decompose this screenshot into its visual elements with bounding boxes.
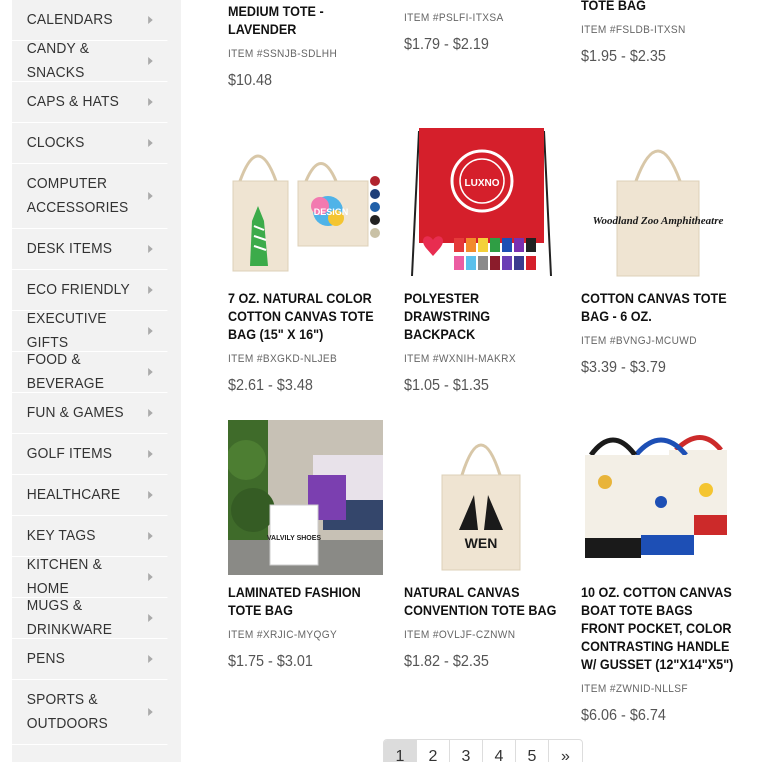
product-price: $10.48 (228, 72, 273, 89)
product-name[interactable]: NATURAL CANVAS CONVENTION TOTE BAG (404, 584, 557, 618)
product-sku: ITEM #FSLDB-ITXSN (581, 24, 686, 36)
product-name[interactable]: MEDIUM TOTE - LAVENDER (228, 3, 324, 37)
sidebar-item-label: KEY TAGS (26, 527, 96, 544)
svg-text:DESIGN: DESIGN (313, 207, 349, 217)
product-price: $2.61 - $3.48 (228, 377, 313, 394)
pagination (383, 739, 583, 762)
tote-bag-image (228, 126, 383, 281)
backpack-image (404, 126, 559, 281)
product-card[interactable] (404, 126, 564, 395)
product-price: $1.05 - $1.35 (404, 377, 489, 394)
product-sku: ITEM #BXGKD-NLJEB (228, 353, 338, 365)
product-name[interactable]: COTTON CANVAS TOTE BAG - 6 OZ. (581, 290, 727, 324)
sidebar-item-label: COMPUTER ACCESSORIES (26, 175, 129, 216)
product-image[interactable] (228, 126, 383, 281)
product-name[interactable]: 7 OZ. NATURAL COLOR COTTON CANVAS TOTE BAG (15" X 16") (228, 290, 374, 342)
product-name[interactable] (404, 0, 557, 2)
page-button-4[interactable]: 4 (483, 740, 516, 762)
sidebar-item-label: CLOCKS (26, 134, 85, 151)
product-card[interactable] (581, 0, 741, 66)
product-name[interactable]: 10 OZ. COTTON CANVAS BOAT TOTE BAGS FRONT POCKET, COLOR CONTRASTING HANDLE W/ GUSSET (12"X14"X5") (581, 584, 734, 672)
sidebar-item-label: HEALTHCARE (26, 486, 121, 503)
fashion-tote-photo (228, 420, 383, 575)
product-sku: ITEM #PSLFI-ITXSA (404, 12, 504, 24)
sidebar-item-label: GOLF ITEMS (26, 445, 113, 462)
product-card[interactable] (404, 420, 564, 671)
product-sku: ITEM #SSNJB-SDLHH (228, 48, 338, 60)
tote-bag-image (404, 420, 559, 575)
page-button-5[interactable]: 5 (516, 740, 549, 762)
sidebar-item-label: EXECUTIVE GIFTS (26, 310, 107, 351)
svg-text:LUXNO: LUXNO (464, 178, 500, 189)
product-price: $1.79 - $2.19 (404, 36, 489, 53)
product-price: $6.06 - $6.74 (581, 707, 666, 724)
product-sku: ITEM #ZWNID-NLLSF (581, 683, 688, 695)
product-card[interactable] (581, 420, 741, 725)
page-button-1[interactable]: 1 (384, 740, 417, 762)
product-card[interactable] (228, 126, 388, 395)
sidebar-item-label: CANDY & SNACKS (26, 40, 90, 81)
product-price: $1.82 - $2.35 (404, 653, 489, 670)
product-name[interactable]: LAMINATED FASHION TOTE BAG (228, 584, 361, 618)
sidebar-item-label: FUN & GAMES (26, 404, 124, 421)
product-sku: ITEM #OVLJF-CZNWN (404, 629, 516, 641)
next-page-button[interactable]: » (561, 748, 570, 762)
sidebar-item-label: CAPS & HATS (26, 93, 119, 110)
sidebar-item-label: PENS (26, 650, 66, 667)
svg-text:WEN: WEN (464, 535, 498, 551)
product-sku: ITEM #BVNGJ-MCUWD (581, 335, 697, 347)
sidebar-item-label: SPORTS & OUTDOORS (26, 691, 108, 732)
product-image[interactable] (404, 126, 559, 281)
product-card[interactable] (581, 126, 741, 377)
sidebar-item-label: ECO FRIENDLY (26, 281, 130, 298)
product-card[interactable] (228, 0, 388, 90)
svg-text:Woodland Zoo Amphitheatre: Woodland Zoo Amphitheatre (592, 215, 724, 227)
product-name[interactable]: TOTE BAG (581, 0, 646, 13)
page-button-3[interactable]: 3 (450, 740, 483, 762)
svg-text:VALVILY SHOES: VALVILY SHOES (266, 535, 322, 542)
product-price: $3.39 - $3.79 (581, 359, 666, 376)
sidebar-item-label: KITCHEN & HOME (26, 556, 102, 597)
product-sku: ITEM #XRJIC-MYQGY (228, 629, 338, 641)
sidebar-item-label: CALENDARS (26, 11, 113, 28)
product-price: $1.75 - $3.01 (228, 653, 313, 670)
product-card[interactable] (228, 420, 388, 671)
product-image[interactable] (581, 126, 736, 281)
tote-bag-image (581, 126, 736, 281)
product-image[interactable] (581, 420, 736, 575)
product-image[interactable] (228, 420, 383, 575)
product-name[interactable]: POLYESTER DRAWSTRING BACKPACK (404, 290, 491, 342)
sidebar-item-label: DESK ITEMS (26, 240, 113, 257)
product-card[interactable] (404, 0, 564, 54)
product-image[interactable] (404, 420, 559, 575)
product-sku: ITEM #WXNIH-MAKRX (404, 353, 516, 365)
product-price: $1.95 - $2.35 (581, 48, 666, 65)
sidebar-item-label: FOOD & BEVERAGE (26, 351, 105, 392)
sidebar-item-label: MUGS & DRINKWARE (26, 597, 113, 638)
page-button-2[interactable]: 2 (417, 740, 450, 762)
boat-tote-image (581, 420, 736, 575)
